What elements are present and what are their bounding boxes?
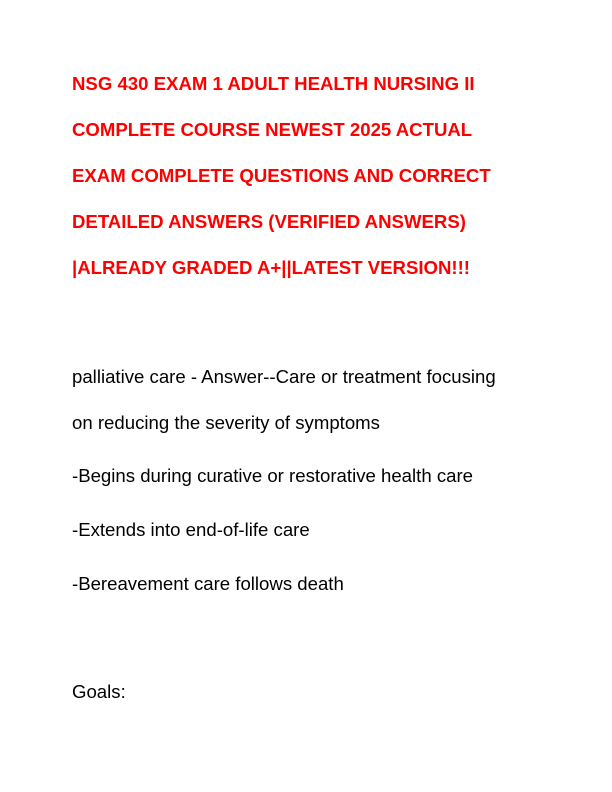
- definition-line-2: on reducing the severity of symptoms: [72, 412, 380, 433]
- title-line-4: DETAILED ANSWERS (VERIFIED ANSWERS): [72, 211, 466, 232]
- bullet-line-3: -Bereavement care follows death: [72, 573, 344, 594]
- bullet-line-2: -Extends into end-of-life care: [72, 519, 310, 540]
- title-line-3: EXAM COMPLETE QUESTIONS AND CORRECT: [72, 165, 491, 186]
- bullet-line-1: -Begins during curative or restorative health care: [72, 465, 474, 486]
- definition-line-1: palliative care - Answer--Care or treatment focusing: [72, 366, 496, 387]
- title-line-5: |ALREADY GRADED A+||LATEST VERSION!!!: [72, 257, 471, 278]
- goals-heading: Goals:: [72, 681, 126, 702]
- title-line-1: NSG 430 EXAM 1 ADULT HEALTH NURSING II: [72, 73, 475, 94]
- title-line-2: COMPLETE COURSE NEWEST 2025 ACTUAL: [72, 119, 473, 140]
